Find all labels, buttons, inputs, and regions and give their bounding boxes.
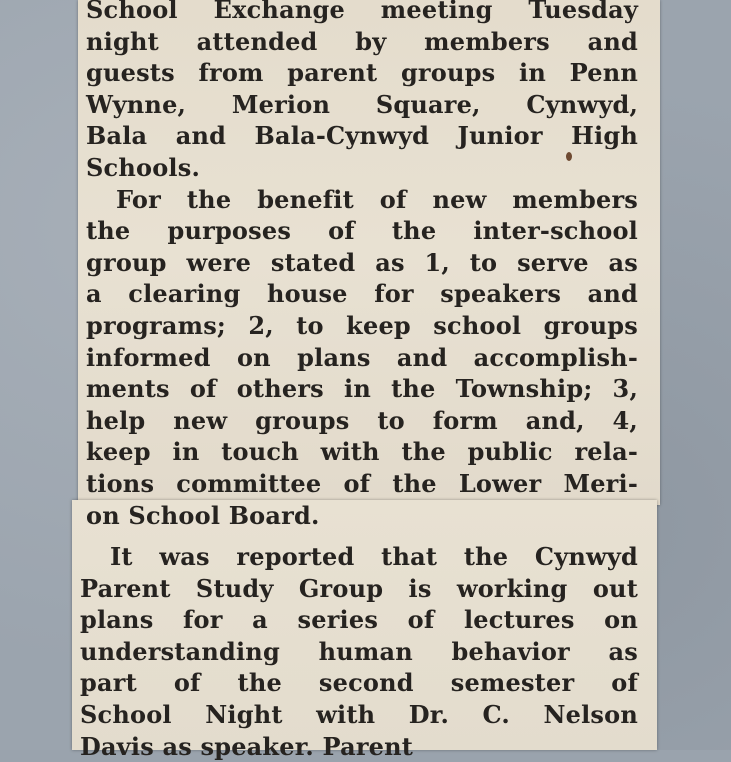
article-line: guests from parent groups in Penn (86, 58, 638, 88)
article-line: keep in touch with the public rela- (86, 437, 638, 467)
article-column-upper (86, 0, 638, 531)
article-line: the purposes of the inter-school (86, 216, 638, 246)
article-line: School Night with Dr. C. Nelson (80, 699, 638, 729)
article-line: Bala and Bala-Cynwyd Junior High (86, 121, 638, 151)
article-column-lower (80, 541, 638, 762)
article-line: part of the second semester of (80, 668, 638, 698)
article-line: night attended by members and (86, 26, 638, 56)
article-line: on School Board. (86, 500, 320, 530)
article-line: It was reported that the Cynwyd (110, 542, 638, 571)
article-line: help new groups to form and, 4, (86, 405, 638, 435)
article-line: tions committee of the Lower Meri- (86, 468, 638, 498)
article-line: For the benefit of new members (116, 184, 638, 214)
article-line: plans for a series of lectures on (80, 605, 638, 635)
article-line: programs; 2, to keep school groups (86, 310, 638, 340)
article-line: School Exchange meeting Tuesday (86, 0, 638, 24)
article-line: a clearing house for speakers and (86, 279, 638, 309)
article-line: understanding human behavior as (80, 636, 638, 666)
article-line: Davis as speaker. Parent (80, 731, 414, 761)
article-line: Parent Study Group is working out (80, 573, 638, 603)
article-line: informed on plans and accomplish- (86, 342, 638, 372)
article-line: Schools. (86, 152, 200, 182)
article-line: Wynne, Merion Square, Cynwyd, (86, 89, 638, 119)
article-line: group were stated as 1, to serve as (86, 247, 638, 277)
article-line: ments of others in the Township; 3, (86, 374, 638, 404)
